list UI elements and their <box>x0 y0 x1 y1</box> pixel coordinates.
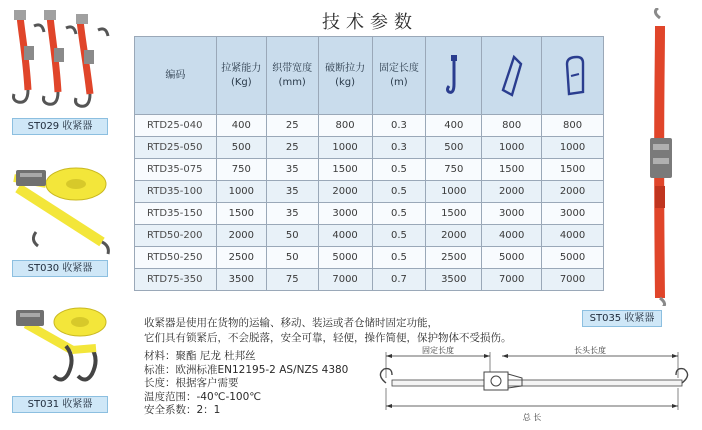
table-cell: 1000 <box>426 181 482 203</box>
table-cell: 0.5 <box>372 181 426 203</box>
long-length-label: 长头长度 <box>574 346 606 355</box>
table-row <box>135 269 604 291</box>
table-cell: 0.5 <box>372 203 426 225</box>
strap-drawing <box>380 369 687 390</box>
table-cell: 5000 <box>318 247 372 269</box>
table-row <box>135 137 604 159</box>
dimension-long-length <box>502 352 678 378</box>
table-cell: 2000 <box>482 181 542 203</box>
table-header-row <box>135 37 604 115</box>
red-strap-image <box>14 10 109 106</box>
st029-label: ST029 收紧器 <box>12 118 108 135</box>
st035-label: ST035 收紧器 <box>582 310 662 327</box>
table-cell: 3000 <box>542 203 604 225</box>
fixed-length-label: 固定长度 <box>422 346 454 355</box>
col-fixed-length <box>372 37 426 115</box>
table-cell: RTD75-350 <box>135 269 217 291</box>
table-cell: 5000 <box>542 247 604 269</box>
dimension-fixed-length <box>386 352 490 378</box>
product-st029 <box>6 6 116 135</box>
table-cell: 2500 <box>426 247 482 269</box>
table-row <box>135 225 604 247</box>
table-cell: RTD25-040 <box>135 115 217 137</box>
table-cell: 1500 <box>542 159 604 181</box>
table-cell: 4000 <box>542 225 604 247</box>
table-cell: 2000 <box>216 225 266 247</box>
table-cell: 1500 <box>426 203 482 225</box>
col-code <box>135 37 217 115</box>
table-cell: RTD35-100 <box>135 181 217 203</box>
table-cell: 750 <box>426 159 482 181</box>
hook-icon <box>446 54 462 98</box>
table-cell: 2000 <box>318 181 372 203</box>
table-cell: 7000 <box>482 269 542 291</box>
spec-material: 材料：聚酯 尼龙 杜邦丝 <box>144 350 256 362</box>
table-cell: 0.5 <box>372 247 426 269</box>
table-cell: 1000 <box>482 137 542 159</box>
table-cell: 2000 <box>542 181 604 203</box>
table-row <box>135 203 604 225</box>
table-cell: 35 <box>266 181 318 203</box>
table-row <box>135 159 604 181</box>
table-cell: 500 <box>216 137 266 159</box>
col-width-unit: (mm) <box>278 76 306 88</box>
spec-safety: 安全系数：2：1 <box>144 404 221 416</box>
table-cell: 7000 <box>318 269 372 291</box>
col-width <box>266 37 318 115</box>
col-snap-hook <box>542 37 604 115</box>
table-cell: 800 <box>542 115 604 137</box>
table-row <box>135 115 604 137</box>
table-cell: 1000 <box>318 137 372 159</box>
st031-product-image <box>6 300 116 396</box>
table-cell: 50 <box>266 225 318 247</box>
delta-ring-icon <box>500 54 524 98</box>
table-cell: 400 <box>216 115 266 137</box>
table-cell: 4000 <box>318 225 372 247</box>
table-cell: RTD35-075 <box>135 159 217 181</box>
table-cell: 0.5 <box>372 159 426 181</box>
total-length-label: 总 长 <box>522 413 542 422</box>
table-cell: 750 <box>216 159 266 181</box>
col-width-label: 织带宽度 <box>272 62 313 74</box>
table-cell: 2500 <box>216 247 266 269</box>
product-st030 <box>6 160 116 277</box>
table-cell: RTD50-200 <box>135 225 217 247</box>
table-cell: 800 <box>482 115 542 137</box>
spec-temperature: 温度范围：-40℃-100℃ <box>144 390 262 403</box>
table-cell: RTD35-150 <box>135 203 217 225</box>
table-row <box>135 247 604 269</box>
table-cell: 3500 <box>426 269 482 291</box>
red-strap-image <box>650 8 672 306</box>
st031-label: ST031 收紧器 <box>12 396 108 413</box>
assembly-diagram <box>372 344 694 426</box>
table-cell: 0.3 <box>372 137 426 159</box>
snap-hook-icon <box>561 54 585 98</box>
col-break-unit: (kg) <box>335 76 356 88</box>
table-cell: 4000 <box>482 225 542 247</box>
col-fixed-length-unit: (m) <box>390 76 408 88</box>
specs-list <box>144 350 384 418</box>
table-cell: 7000 <box>542 269 604 291</box>
description-line-2: 它们具有锁紧后，不会脱落，安全可靠，轻便，操作简便，保护物体不受损伤。 <box>144 332 512 344</box>
table-cell: 0.5 <box>372 225 426 247</box>
table-cell: 3000 <box>482 203 542 225</box>
description-line-1: 收紧器是使用在货物的运输、移动、装运或者仓储时固定功能， <box>144 317 438 329</box>
table-cell: 800 <box>318 115 372 137</box>
description <box>144 316 584 346</box>
table-cell: 1500 <box>482 159 542 181</box>
table-cell: 1000 <box>542 137 604 159</box>
table-cell: 25 <box>266 137 318 159</box>
col-capacity-unit: (Kg) <box>230 76 252 88</box>
table-cell: 35 <box>266 203 318 225</box>
spec-table <box>134 36 604 291</box>
st030-product-image <box>6 160 116 260</box>
yellow-strap-image <box>16 308 106 380</box>
st030-label: ST030 收紧器 <box>12 260 108 277</box>
table-cell: 1000 <box>216 181 266 203</box>
spec-table-body <box>135 115 604 291</box>
table-cell: 3500 <box>216 269 266 291</box>
table-cell: 2000 <box>426 225 482 247</box>
col-capacity-label: 拉紧能力 <box>221 62 262 74</box>
table-cell: 3000 <box>318 203 372 225</box>
spec-length: 长度：根据客户需要 <box>144 377 239 389</box>
table-cell: 35 <box>266 159 318 181</box>
table-cell: 0.7 <box>372 269 426 291</box>
col-break <box>318 37 372 115</box>
table-row <box>135 181 604 203</box>
product-st031 <box>6 300 116 413</box>
table-cell: RTD25-050 <box>135 137 217 159</box>
table-cell: 0.3 <box>372 115 426 137</box>
table-cell: 500 <box>426 137 482 159</box>
yellow-strap-image <box>14 168 108 254</box>
col-code-label: 编码 <box>165 69 186 81</box>
table-cell: 50 <box>266 247 318 269</box>
col-capacity <box>216 37 266 115</box>
col-hook <box>426 37 482 115</box>
spec-standard: 标准：欧洲标准EN12195-2 AS/NZS 4380 <box>144 363 349 376</box>
table-cell: 1500 <box>318 159 372 181</box>
dimension-total-length <box>386 388 678 410</box>
table-cell: 1500 <box>216 203 266 225</box>
col-break-label: 破断拉力 <box>325 62 366 74</box>
table-cell: RTD50-250 <box>135 247 217 269</box>
table-cell: 400 <box>426 115 482 137</box>
col-fixed-length-label: 固定长度 <box>378 62 419 74</box>
table-cell: 5000 <box>482 247 542 269</box>
page-title: 技术参数 <box>322 12 418 33</box>
st029-product-image <box>6 6 116 118</box>
col-delta-ring <box>482 37 542 115</box>
table-cell: 75 <box>266 269 318 291</box>
table-cell: 25 <box>266 115 318 137</box>
